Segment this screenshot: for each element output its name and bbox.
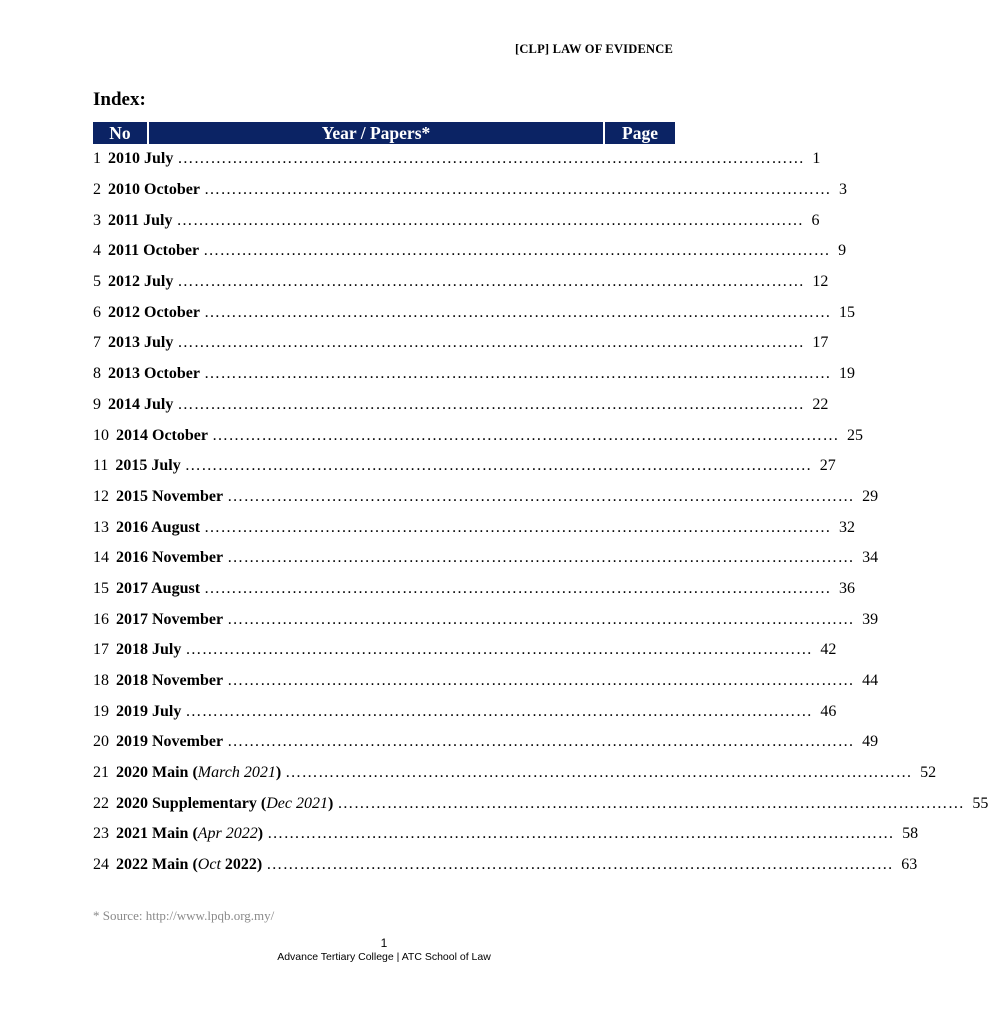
header-page: Page [622, 122, 658, 143]
row-number: 4 [93, 242, 101, 260]
page-ref: 44 [862, 672, 879, 690]
dot-leader: …………………………………………………………………………………………………… [266, 856, 894, 874]
document-header: [CLP] LAW OF EVIDENCE [514, 42, 673, 56]
page-ref: 12 [812, 273, 829, 291]
row-number: 20 [93, 733, 109, 751]
index-table-header [93, 122, 675, 144]
page-ref: 49 [862, 733, 879, 751]
dot-leader: …………………………………………………………………………………………………… [176, 211, 804, 229]
paper-title [116, 641, 185, 659]
paper-title [116, 580, 204, 598]
paper-title [116, 733, 227, 751]
table-row [93, 819, 919, 850]
row-title-cell [101, 273, 804, 291]
page-ref: 27 [819, 457, 836, 475]
row-number: 24 [93, 856, 109, 874]
table-row [93, 451, 836, 482]
dot-leader: …………………………………………………………………………………………………… [267, 825, 895, 843]
row-title-cell [101, 304, 831, 322]
table-row [93, 267, 829, 298]
table-row [93, 328, 829, 359]
page-ref: 3 [838, 181, 847, 199]
page-ref: 39 [862, 610, 879, 628]
paper-title [116, 549, 227, 567]
paper-title-text: 2022 Main ( [116, 856, 198, 874]
paper-title-text: 2014 July [108, 395, 174, 413]
paper-title-text: 2010 July [108, 150, 174, 168]
paper-title-end: ) [257, 825, 264, 843]
table-row [93, 850, 918, 881]
paper-title-text: 2019 July [116, 702, 182, 720]
dot-leader: …………………………………………………………………………………………………… [227, 610, 855, 628]
row-title-cell [109, 856, 893, 874]
page-ref: 25 [846, 426, 863, 444]
row-number: 23 [93, 825, 109, 843]
dot-leader: …………………………………………………………………………………………………… [227, 733, 855, 751]
page-ref: 36 [839, 579, 856, 597]
row-title-cell [109, 733, 854, 751]
table-row [93, 420, 863, 451]
page-ref: 55 [972, 794, 988, 812]
paper-title-text: 2016 August [116, 518, 201, 536]
paper-title [108, 242, 203, 260]
paper-title [115, 457, 184, 475]
paper-title-text: 2011 October [108, 242, 200, 260]
paper-title [108, 396, 177, 414]
page-ref: 6 [811, 211, 820, 229]
paper-title [116, 488, 227, 506]
row-title-cell [109, 519, 831, 537]
row-number: 1 [93, 150, 101, 168]
paper-title-text: 2020 Supplementary ( [116, 794, 267, 812]
paper-title-text: 2021 Main ( [116, 825, 198, 843]
paper-title [108, 181, 204, 199]
page-ref: 34 [862, 549, 879, 567]
paper-title [116, 611, 227, 629]
paper-title-text: 2015 November [116, 487, 224, 505]
source-note: * Source: http://www.lpqb.org.my/ [93, 908, 275, 923]
row-number: 8 [93, 365, 101, 383]
row-number: 5 [93, 273, 101, 291]
table-row [93, 390, 829, 421]
row-title-cell [109, 580, 831, 598]
row-number: 18 [93, 672, 109, 690]
page-ref: 32 [839, 518, 856, 536]
header-no: No [109, 122, 131, 143]
row-title-cell [101, 242, 830, 260]
dot-leader: …………………………………………………………………………………………………… [204, 579, 832, 597]
header-year-papers: Year / Papers* [147, 122, 605, 144]
table-row [93, 359, 855, 390]
table-row [93, 696, 837, 727]
table-row [93, 175, 847, 206]
row-number: 19 [93, 702, 109, 720]
dot-leader: …………………………………………………………………………………………………… [227, 487, 855, 505]
row-title-cell [109, 764, 912, 782]
paper-title [108, 365, 204, 383]
table-row [93, 727, 879, 758]
paper-title-end: ) [328, 794, 334, 812]
row-number: 16 [93, 610, 109, 628]
paper-sitting-date: Dec 2021 [266, 794, 328, 812]
table-row [93, 297, 855, 328]
paper-title-text: 2013 October [108, 365, 200, 383]
row-number: 21 [93, 764, 109, 782]
dot-leader: …………………………………………………………………………………………………… [203, 365, 831, 383]
row-number: 3 [93, 211, 101, 229]
dot-leader: …………………………………………………………………………………………………… [204, 518, 832, 536]
page-ref: 52 [920, 764, 937, 782]
paper-title [116, 672, 227, 690]
paper-sitting-date: March 2021 [197, 764, 276, 782]
paper-title-text: 2014 October [116, 426, 208, 444]
row-title-cell [101, 365, 831, 383]
table-row [93, 758, 937, 789]
row-number: 11 [93, 457, 109, 475]
page-ref: 17 [812, 334, 829, 352]
table-row [93, 604, 879, 635]
table-row [93, 788, 988, 819]
dot-leader: …………………………………………………………………………………………………… [203, 303, 831, 321]
paper-title-text: 2017 November [116, 610, 224, 628]
paper-title-end: ) [275, 764, 282, 782]
page-ref: 22 [812, 395, 829, 413]
index-table-body [93, 144, 988, 881]
page-ref: 15 [838, 303, 855, 321]
dot-leader: …………………………………………………………………………………………………… [203, 242, 831, 260]
dot-leader: …………………………………………………………………………………………………… [203, 181, 831, 199]
paper-title-text: 2011 July [108, 211, 173, 229]
row-number: 10 [93, 426, 109, 444]
page-footer: Advance Tertiary College | ATC School of Law [277, 951, 491, 963]
paper-title [116, 427, 212, 445]
dot-leader: …………………………………………………………………………………………………… [185, 641, 813, 659]
paper-title-text: 2017 August [116, 579, 201, 597]
page-ref: 1 [812, 150, 821, 168]
paper-title-text: 2019 November [116, 733, 224, 751]
paper-title-text: 2012 July [108, 273, 174, 291]
row-title-cell [109, 488, 854, 506]
row-number: 2 [93, 181, 101, 199]
row-number: 9 [93, 395, 101, 413]
dot-leader: …………………………………………………………………………………………………… [184, 457, 812, 475]
dot-leader: …………………………………………………………………………………………………… [177, 150, 805, 168]
row-title-cell [109, 825, 894, 843]
row-number: 17 [93, 641, 109, 659]
row-title-cell [109, 672, 854, 690]
page-ref: 19 [838, 365, 855, 383]
row-title-cell [109, 427, 839, 445]
row-number: 6 [93, 303, 101, 321]
table-row [93, 512, 856, 543]
row-title-cell [109, 549, 854, 567]
row-number: 12 [93, 487, 109, 505]
page-ref: 46 [820, 702, 837, 720]
paper-title [116, 764, 285, 782]
page-ref: 63 [901, 856, 918, 874]
row-title-cell [108, 457, 811, 475]
row-title-cell [109, 611, 854, 629]
paper-title-end: 2022) [220, 856, 263, 874]
paper-title [108, 273, 177, 291]
page-ref: 29 [862, 487, 879, 505]
table-row [93, 144, 821, 175]
page-number: 1 [380, 936, 388, 950]
page-ref: 58 [902, 825, 919, 843]
paper-title-text: 2010 October [108, 181, 200, 199]
paper-title-text: 2018 July [116, 641, 182, 659]
row-number: 14 [93, 549, 109, 567]
paper-title [108, 212, 176, 230]
paper-title-text: 2020 Main ( [116, 764, 198, 782]
paper-title [116, 519, 204, 537]
table-row [93, 635, 837, 666]
table-row [93, 236, 847, 267]
dot-leader: …………………………………………………………………………………………………… [211, 426, 839, 444]
index-title: Index: [93, 89, 146, 110]
row-title-cell [109, 703, 812, 721]
paper-title [116, 795, 337, 813]
table-row [93, 482, 879, 513]
paper-title [108, 150, 177, 168]
table-row [93, 205, 820, 236]
row-title-cell [101, 181, 831, 199]
paper-title [108, 304, 204, 322]
table-row [93, 574, 856, 605]
index-table [93, 122, 988, 881]
table-row [93, 666, 879, 697]
row-title-cell [101, 334, 804, 352]
dot-leader: …………………………………………………………………………………………………… [227, 672, 855, 690]
table-row [93, 543, 879, 574]
row-title-cell [101, 396, 804, 414]
row-title-cell [109, 795, 964, 813]
dot-leader: …………………………………………………………………………………………………… [177, 395, 805, 413]
paper-title-text: 2013 July [108, 334, 174, 352]
paper-title-text: 2018 November [116, 672, 224, 690]
row-number: 13 [93, 518, 109, 536]
paper-title-text: 2012 October [108, 303, 200, 321]
row-number: 7 [93, 334, 101, 352]
row-title-cell [101, 150, 804, 168]
paper-title [108, 334, 177, 352]
dot-leader: …………………………………………………………………………………………………… [185, 702, 813, 720]
paper-title [116, 856, 266, 874]
dot-leader: …………………………………………………………………………………………………… [337, 794, 965, 812]
row-title-cell [101, 212, 803, 230]
paper-title-text: 2016 November [116, 549, 224, 567]
dot-leader: …………………………………………………………………………………………………… [177, 273, 805, 291]
row-number: 15 [93, 579, 109, 597]
paper-title [116, 825, 267, 843]
row-number: 22 [93, 794, 109, 812]
paper-title [116, 703, 185, 721]
paper-sitting-date: Apr 2022 [197, 825, 258, 843]
page-ref: 42 [820, 641, 837, 659]
dot-leader: …………………………………………………………………………………………………… [177, 334, 805, 352]
dot-leader: …………………………………………………………………………………………………… [227, 549, 855, 567]
dot-leader: …………………………………………………………………………………………………… [285, 764, 913, 782]
paper-title-text: 2015 July [115, 457, 181, 475]
row-title-cell [109, 641, 812, 659]
page-ref: 9 [838, 242, 847, 260]
paper-sitting-date: Oct [197, 856, 221, 874]
